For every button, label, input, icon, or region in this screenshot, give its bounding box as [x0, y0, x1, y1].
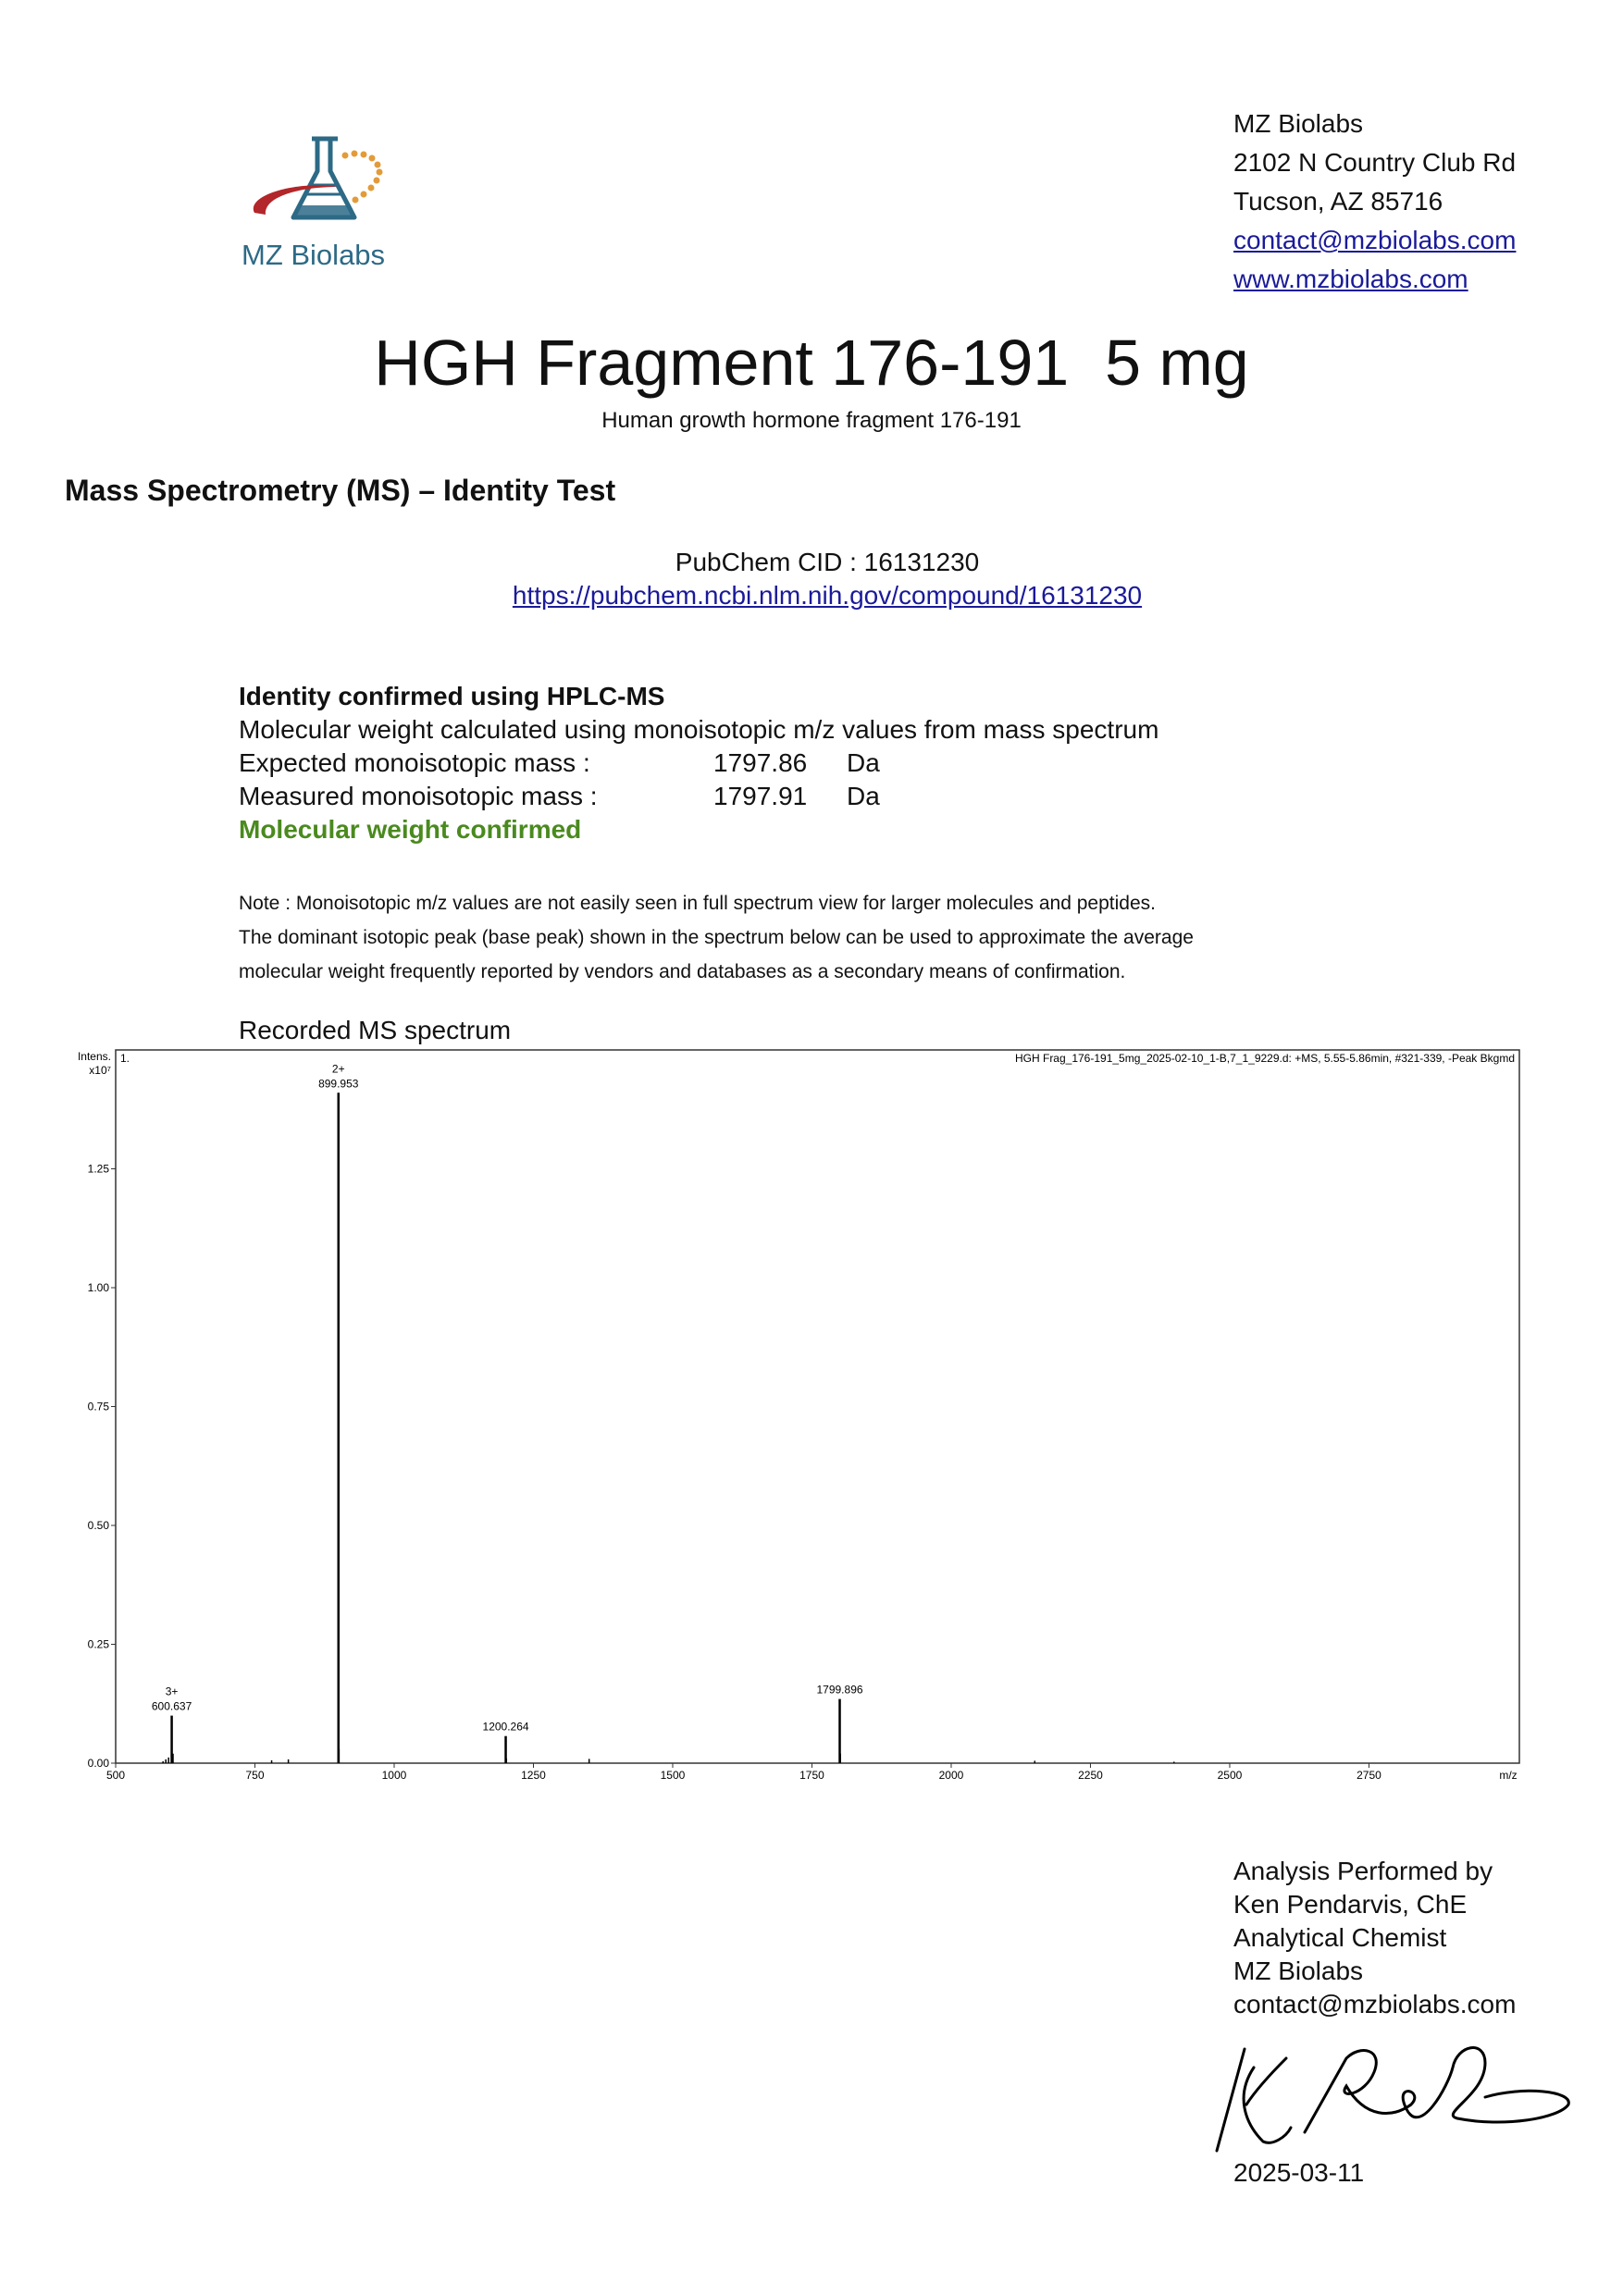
y-tick-label: 0.00 — [87, 1757, 109, 1770]
peak-mz-label: 1200.264 — [482, 1720, 529, 1734]
product-title: HGH Fragment 176-191 5 mg — [374, 327, 1249, 399]
peak-charge-label: 3+ — [165, 1685, 179, 1698]
y-tick-label: 0.25 — [87, 1637, 109, 1651]
expected-mass-row — [239, 747, 1158, 780]
pubchem-block — [0, 546, 1623, 612]
y-axis-label-2: x10⁷ — [89, 1064, 111, 1077]
x-tick-label: 1750 — [799, 1769, 824, 1782]
analysis-email: contact@mzbiolabs.com — [1233, 1990, 1517, 2018]
result-confirmed: Molecular weight confirmed — [239, 815, 582, 844]
chart-header: HGH Frag_176-191_5mg_2025-02-10_1-B,7_1_9229.d: +MS, 5.55-5.86min, #321-339, -Peak Bkgmd — [1014, 1052, 1515, 1065]
identity-description: Molecular weight calculated using monoisotopic m/z values from mass spectrum — [239, 715, 1159, 744]
report-date: 2025-03-11 — [1233, 2158, 1365, 2187]
y-axis-label-1: Intens. — [77, 1050, 111, 1063]
y-tick-label: 1.25 — [87, 1162, 109, 1176]
y-tick-label: 0.75 — [87, 1400, 109, 1413]
spectrum-label: Recorded MS spectrum — [239, 1016, 512, 1044]
analyst-name: Ken Pendarvis, ChE — [1233, 1890, 1468, 1919]
pubchem-cid: PubChem CID : 16131230 — [675, 548, 980, 576]
analysis-block — [1233, 1855, 1516, 2021]
y-tick-label: 1.00 — [87, 1281, 109, 1294]
x-tick-label: 2500 — [1217, 1769, 1243, 1782]
analysis-line-1: Analysis Performed by — [1233, 1857, 1493, 1885]
x-tick-label: 2750 — [1357, 1769, 1381, 1782]
expected-mass-value: 1797.86 — [713, 748, 808, 777]
peak-mz-label: 600.637 — [151, 1699, 192, 1713]
note-block — [239, 886, 1194, 989]
company-website-link[interactable]: www.mzbiolabs.com — [1233, 265, 1468, 293]
peak-mz-label: 1799.896 — [816, 1683, 863, 1697]
x-tick-label: 1000 — [381, 1769, 407, 1782]
identity-block — [239, 680, 1158, 846]
signature-image — [1208, 2031, 1578, 2160]
company-street: 2102 N Country Club Rd — [1233, 148, 1517, 177]
product-subtitle: Human growth hormone fragment 176-191 — [601, 408, 1022, 433]
panel-label: 1. — [120, 1052, 130, 1065]
identity-heading: Identity confirmed using HPLC-MS — [239, 682, 665, 710]
section-title: Mass Spectrometry (MS) – Identity Test — [65, 474, 616, 507]
company-logo — [236, 130, 421, 278]
measured-mass-value: 1797.91 — [713, 782, 808, 810]
x-tick-label: 2250 — [1078, 1769, 1103, 1782]
measured-mass-label: Measured monoisotopic mass : — [239, 782, 598, 810]
peak-mz-label: 899.953 — [318, 1077, 359, 1091]
x-tick-label: 1250 — [521, 1769, 546, 1782]
company-address — [1233, 105, 1516, 299]
ms-spectrum-chart — [0, 1043, 1623, 1784]
expected-mass-unit: Da — [847, 748, 880, 777]
expected-mass-label: Expected monoisotopic mass : — [239, 748, 590, 777]
analyst-title: Analytical Chemist — [1233, 1923, 1447, 1952]
y-tick-label: 0.50 — [87, 1519, 109, 1532]
peak-charge-label: 2+ — [331, 1062, 345, 1076]
measured-mass-row — [239, 780, 1158, 813]
note-line-2: The dominant isotopic peak (base peak) shown in the spectrum below can be used to approximate the average — [239, 927, 1194, 948]
company-email-link[interactable]: contact@mzbiolabs.com — [1233, 226, 1517, 254]
x-tick-label: 1500 — [660, 1769, 686, 1782]
company-city: Tucson, AZ 85716 — [1233, 187, 1443, 216]
x-tick-label: 500 — [105, 1769, 126, 1782]
logo-text: MZ Biolabs — [242, 239, 386, 271]
x-tick-label: 2000 — [938, 1769, 964, 1782]
pubchem-link[interactable]: https://pubchem.ncbi.nlm.nih.gov/compound/16131230 — [512, 581, 1143, 610]
x-tick-label: 750 — [245, 1769, 265, 1782]
plot-frame — [116, 1050, 1519, 1763]
company-name: MZ Biolabs — [1233, 109, 1364, 138]
measured-mass-unit: Da — [847, 782, 880, 810]
note-line-1: Note : Monoisotopic m/z values are not easily seen in full spectrum view for larger molecules and peptides. — [239, 893, 1156, 914]
flask-logo-icon — [236, 130, 421, 241]
x-axis-label: m/z — [1499, 1769, 1518, 1782]
note-line-3: molecular weight frequently reported by vendors and databases as a secondary means of confirmation. — [239, 961, 1126, 982]
analysis-company: MZ Biolabs — [1233, 1957, 1364, 1985]
